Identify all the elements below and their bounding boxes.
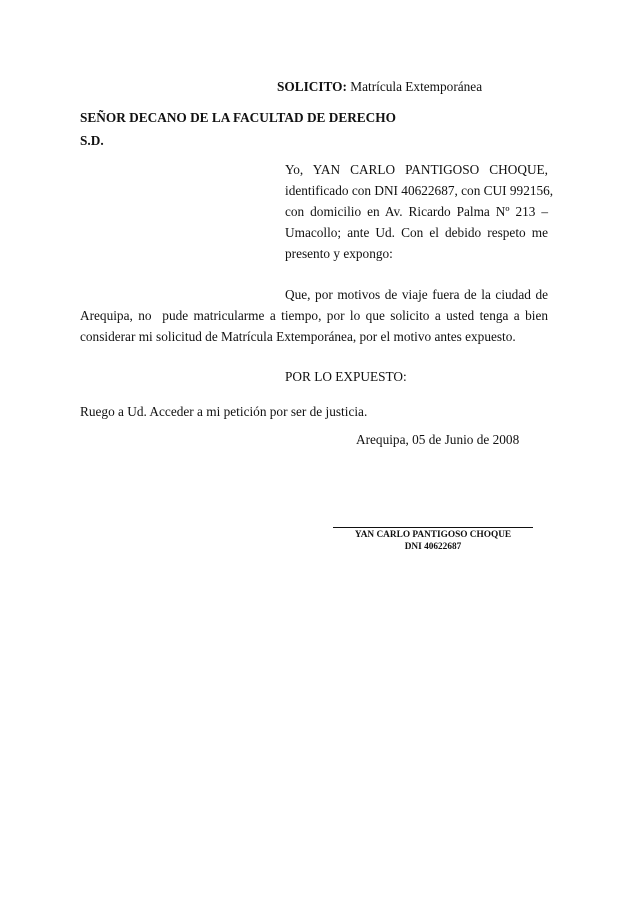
ruego-line: Ruego a Ud. Acceder a mi petición por ser de justicia. xyxy=(80,404,368,419)
signature-name: YAN CARLO PANTIGOSO CHOQUE xyxy=(354,530,512,540)
signature-dni: DNI 40622687 xyxy=(404,542,462,552)
intro-line-4: Umacollo; ante Ud. Con el debido respeto me xyxy=(285,225,548,240)
intro-line-1: Yo, YAN CARLO PANTIGOSO CHOQUE, xyxy=(285,162,548,177)
intro-line-2: identificado con DNI 40622687, con CUI 992156, xyxy=(285,183,554,198)
place-date: Arequipa, 05 de Junio de 2008 xyxy=(356,432,520,447)
subject-label: SOLICITO: xyxy=(277,79,347,94)
addressee-sd: S.D. xyxy=(80,133,104,148)
body-line-3: considerar mi solicitud de Matrícula Extemporánea, por el motivo antes expuesto. xyxy=(80,329,516,344)
subject-value: Matrícula Extemporánea xyxy=(350,79,483,94)
subject-line xyxy=(277,79,482,95)
intro-line-3: con domicilio en Av. Ricardo Palma Nº 213 – xyxy=(285,204,548,219)
body-line-2: Arequipa, no pude matricularme a tiempo, por lo que solicito a usted tenga a bien xyxy=(80,308,548,323)
signature-rule xyxy=(333,527,533,528)
addressee-line: SEÑOR DECANO DE LA FACULTAD DE DERECHO xyxy=(80,110,396,125)
por-lo-expuesto: POR LO EXPUESTO: xyxy=(285,369,407,384)
body-line-1: Que, por motivos de viaje fuera de la ciudad de xyxy=(285,287,548,302)
intro-line-5: presento y expongo: xyxy=(285,246,393,261)
